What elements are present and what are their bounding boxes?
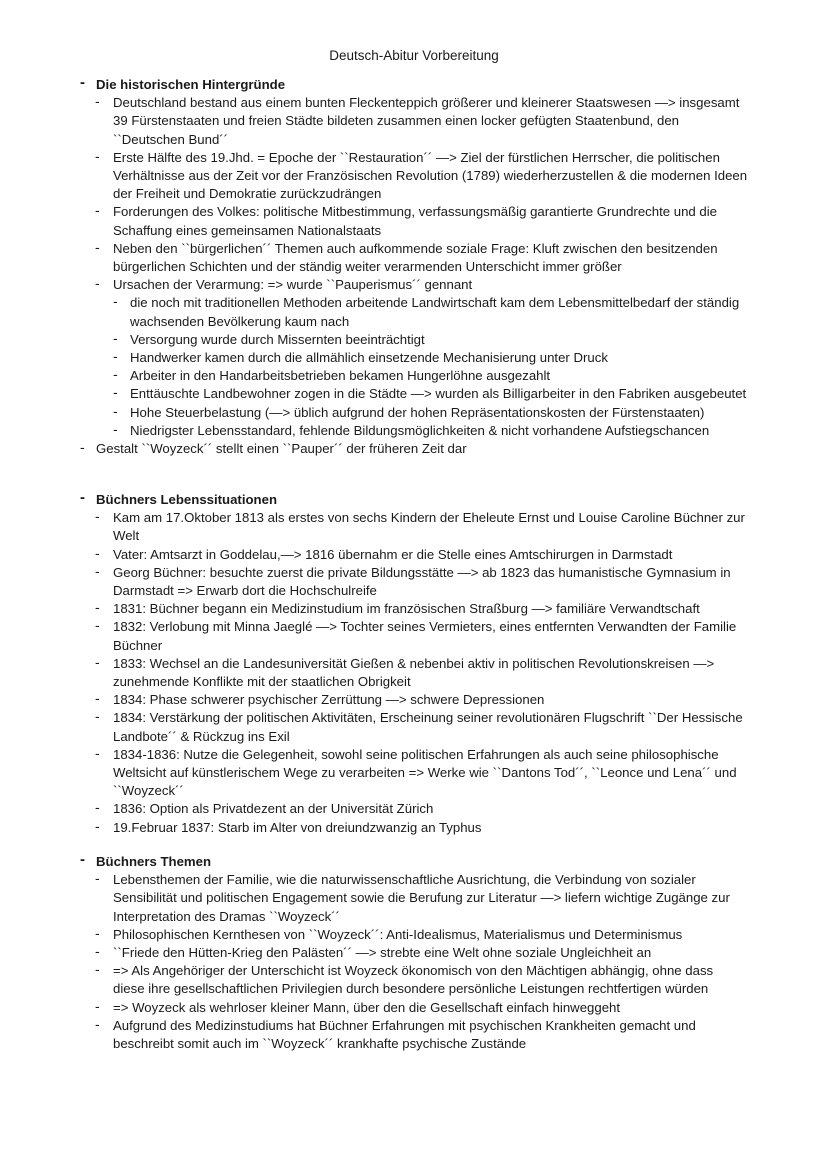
list-item <box>0 240 828 276</box>
list-item-text: Lebensthemen der Familie, wie die naturwissenschaftliche Ausrichtung, die Verbindung von sozialer Sensibilität und politischen Engagement sowie die Berufung zur Literatur —> liefern wichtige Zugänge zur Interpretation des Dramas ``Woyzeck´´ <box>113 872 730 924</box>
bullet-dash: - <box>95 562 100 579</box>
list-item-text: Vater: Amtsarzt in Goddelau,—> 1816 übernahm er die Stelle eines Amtschirurgen in Darmstadt <box>113 546 673 562</box>
list-item-text: Neben den ``bürgerlichen´´ Themen auch aufkommende soziale Frage: Kluft zwischen den besitzenden bürgerlichen Schichten und der ständig weiter verarmenden Unterschicht immer größer <box>113 240 718 275</box>
list-item-text: Aufgrund des Medizinstudiums hat Büchner Erfahrungen mit psychischen Krankheiten gemacht und beschreibt somit auch im ``Woyzeck´´ krankhafte psychische Zustände <box>113 1017 696 1052</box>
bullet-dash: - <box>95 870 100 887</box>
section-heading <box>0 853 828 871</box>
bullet-dash: - <box>95 961 100 978</box>
list-item-text: 1832: Verlobung mit Minna Jaeglé —> Tochter seines Vermieters, eines entfernten Verwandten der Familie Büchner <box>113 619 737 653</box>
trailing-item-text: Gestalt ``Woyzeck´´ stellt einen ``Pauper´´ der früheren Zeit dar <box>96 441 467 457</box>
list-item-text: 1836: Option als Privatdezent an der Universität Zürich <box>113 801 434 817</box>
list-item <box>0 94 828 149</box>
list-item <box>0 600 828 618</box>
list-item-text: Kam am 17.Oktober 1813 als erstes von sechs Kindern der Eheleute Ernst und Louise Caroline Büchner zur Welt <box>113 510 745 544</box>
bullet-dash: - <box>113 420 118 437</box>
list-item-text: Georg Büchner: besuchte zuerst die private Bildungsstätte —> ab 1823 das humanistische Gymnasium in Darmstadt => Erwarb dort die Hochschulreife <box>113 564 731 598</box>
sub-list-item <box>0 367 828 385</box>
bullet-dash: - <box>113 366 118 383</box>
bullet-dash: - <box>95 924 100 941</box>
list-item-text: Ursachen der Verarmung: => wurde ``Pauperismus´´ gennant <box>113 277 473 293</box>
bullet-dash: - <box>95 617 100 634</box>
bullet-dash: - <box>95 508 100 525</box>
list-item <box>0 149 828 204</box>
bullet-dash: - <box>95 275 100 292</box>
list-item <box>0 691 828 709</box>
list-item <box>0 819 828 837</box>
sub-list-item <box>0 294 828 330</box>
section-heading-text: Büchners Themen <box>96 854 212 869</box>
list-item <box>0 564 828 600</box>
section-lebenssituationen <box>0 491 828 837</box>
list-item-text: ``Friede den Hütten-Krieg den Palästen´´ —> strebte eine Welt ohne soziale Ungleichheit an <box>113 945 652 960</box>
list-item <box>0 926 828 944</box>
sub-bullet-list <box>0 294 828 440</box>
bullet-dash: - <box>95 653 100 670</box>
list-item-text: 19.Februar 1837: Starb im Alter von dreiundzwanzig an Typhus <box>113 819 482 835</box>
bullet-dash: - <box>95 1015 100 1032</box>
section-heading <box>0 76 828 94</box>
section-heading-text: Büchners Lebenssituationen <box>96 492 277 507</box>
list-item-text: 1834: Verstärkung der politischen Aktivitäten, Erscheinung seiner revolutionären Flugschrift ``Der Hessische Landbote´´ & Rückzug ins Exil <box>113 710 743 744</box>
list-item <box>0 276 828 440</box>
bullet-dash: - <box>95 799 100 816</box>
bullet-list <box>0 509 828 837</box>
sub-list-item-text: Niedrigster Lebensstandard, fehlende Bildungsmöglichkeiten & nicht vorhandene Aufstiegschancen <box>130 422 710 438</box>
list-item <box>0 203 828 239</box>
sub-list-item <box>0 331 828 349</box>
list-item <box>0 800 828 818</box>
sub-list-item-text: die noch mit traditionellen Methoden arbeitende Landwirtschaft kam dem Lebensmittelbedarf der ständig wachsenden Bevölkerung kaum nach <box>130 295 740 329</box>
bullet-dash: - <box>95 599 100 616</box>
bullet-dash: - <box>95 690 100 707</box>
list-item <box>0 618 828 654</box>
list-item-text: Erste Hälfte des 19.Jhd. = Epoche der ``Restauration´´ —> Ziel der fürstlichen Herrscher, die politischen Verhältnisse aus der Zeit vor der Französischen Revolution (1789) wiederherzustellen & die modernen Ideen der Freiheit und Demokratie zurückzudrängen <box>113 149 748 202</box>
sub-list-item <box>0 404 828 422</box>
bullet-dash: - <box>80 851 85 868</box>
bullet-list <box>0 94 828 440</box>
section-themen <box>0 853 828 1053</box>
sub-list-item-text: Hohe Steuerbelastung (—> üblich aufgrund der hohen Repräsentationskosten der Fürstenstaaten) <box>130 404 705 420</box>
list-item <box>0 962 828 998</box>
bullet-dash: - <box>80 439 85 456</box>
bullet-dash: - <box>80 489 85 506</box>
list-item-text: 1834-1836: Nutze die Gelegenheit, sowohl seine politischen Erfahrungen als auch seine philosophische Weltsicht auf künstlerischem Wege zu verarbeiten => Werke wie ``Dantons Tod´´, ``Leonce und Lena´´ und ``Woyzeck´´ <box>113 746 737 799</box>
list-item-text: => Als Angehöriger der Unterschicht ist Woyzeck ökonomisch von den Mächtigen abhängig, ohne dass diese ihre gesellschaftlichen Privilegien durch besondere persönliche Leistungen rechtfertigen würden <box>113 963 714 997</box>
bullet-dash: - <box>113 384 118 401</box>
bullet-dash: - <box>95 943 100 959</box>
bullet-dash: - <box>95 544 100 561</box>
bullet-list <box>0 871 828 1053</box>
sub-list-item-text: Arbeiter in den Handarbeitsbetrieben bekamen Hungerlöhne ausgezahlt <box>130 368 551 384</box>
bullet-dash: - <box>95 997 100 1014</box>
list-item-text: Deutschland bestand aus einem bunten Fleckenteppich größerer und kleinerer Staatswesen —> insgesamt 39 Fürstenstaaten und freien Städte bildeten zusammen einen locker gefügten Staatenbund, den ``Deutschen Bund´´ <box>113 95 740 147</box>
section-heading <box>0 491 828 509</box>
section-historische-hintergruende <box>0 76 828 458</box>
list-item-text: 1833: Wechsel an die Landesuniversität Gießen & nebenbei aktiv in politischen Revolutionskreisen —> zunehmende Konflikte mit der staatlichen Obrigkeit <box>113 655 715 690</box>
bullet-dash: - <box>95 238 100 255</box>
list-item <box>0 709 828 745</box>
bullet-dash: - <box>113 329 118 346</box>
bullet-dash: - <box>95 817 100 834</box>
list-item-text: 1834: Phase schwerer psychischer Zerrüttung —> schwere Depressionen <box>113 692 545 708</box>
list-item-text: Forderungen des Volkes: politische Mitbestimmung, verfassungsmäßig garantierte Grundrechte und die Schaffung eines gemeinsamen Nationalstaats <box>113 204 718 238</box>
list-item <box>0 546 828 564</box>
bullet-dash: - <box>80 74 85 91</box>
bullet-dash: - <box>113 293 118 310</box>
sub-list-item <box>0 422 828 440</box>
sub-list-item <box>0 349 828 367</box>
list-item <box>0 944 828 962</box>
section-heading-text: Die historischen Hintergründe <box>96 77 286 92</box>
bullet-dash: - <box>113 402 118 419</box>
bullet-dash: - <box>95 708 100 725</box>
sub-list-item-text: Versorgung wurde durch Missernten beeinträchtigt <box>130 331 425 347</box>
sub-list-item <box>0 385 828 403</box>
sub-list-item-text: Enttäuschte Landbewohner zogen in die Städte —> wurden als Billigarbeiter in den Fabriken ausgebeutet <box>130 386 747 402</box>
list-item <box>0 746 828 801</box>
bullet-dash: - <box>95 202 100 219</box>
list-item <box>0 655 828 691</box>
bullet-dash: - <box>113 348 118 365</box>
list-item-text: 1831: Büchner begann ein Medizinstudium im französischen Straßburg —> familiäre Verwandtschaft <box>113 601 700 617</box>
list-item-text: Philosophischen Kernthesen von ``Woyzeck´´: Anti-Idealismus, Materialismus und Determinismus <box>113 926 683 942</box>
trailing-item <box>0 440 828 458</box>
list-item-text: => Woyzeck als wehrloser kleiner Mann, über den die Gesellschaft einfach hinweggeht <box>113 999 621 1015</box>
sub-list-item-text: Handwerker kamen durch die allmählich einsetzende Mechanisierung unter Druck <box>130 350 608 366</box>
page-title: Deutsch-Abitur Vorbereitung <box>329 48 499 63</box>
list-item <box>0 871 828 926</box>
bullet-dash: - <box>95 147 100 164</box>
list-item <box>0 999 828 1017</box>
list-item <box>0 509 828 545</box>
list-item <box>0 1017 828 1053</box>
bullet-dash: - <box>95 744 100 761</box>
bullet-dash: - <box>95 93 100 110</box>
